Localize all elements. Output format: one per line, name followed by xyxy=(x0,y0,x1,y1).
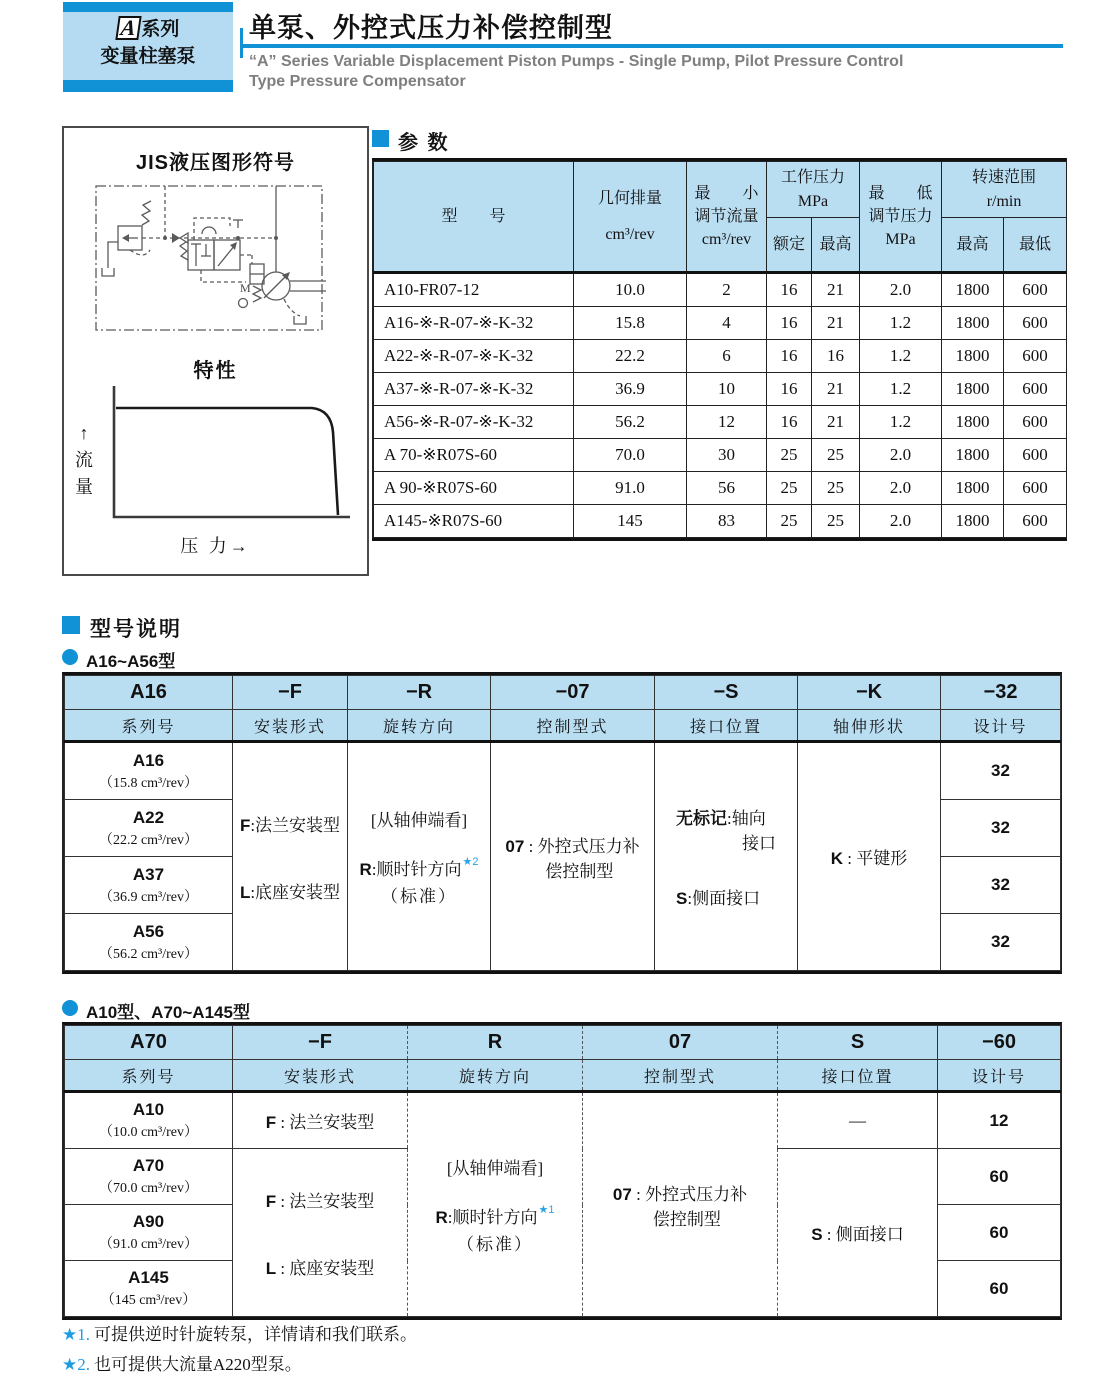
badge-top-bar xyxy=(63,2,233,12)
design-number-cell: 32 xyxy=(941,857,1061,914)
parameters-table xyxy=(372,158,1067,541)
col-header-min-adj-pressure: 最 低 调节压力 MPa xyxy=(860,162,942,273)
model-table-a10-a70-a145 xyxy=(62,1022,1062,1320)
characteristics-plot xyxy=(82,380,354,530)
group2-bullet-icon xyxy=(62,1000,78,1016)
footnote-2-star: ★2. xyxy=(62,1355,90,1374)
design-number-cell: 32 xyxy=(941,800,1061,857)
col-header-speed-min: 最低 xyxy=(1004,218,1067,273)
badge-bottom-bar xyxy=(63,80,233,92)
table-row xyxy=(65,1092,1061,1149)
group2-title: A10型、A70~A145型 xyxy=(86,1003,250,1022)
group1-bullet-icon xyxy=(62,649,78,665)
rotation-cell: [从轴伸端看] R:顺时针方向$^{★1}$ （标准） xyxy=(408,1092,583,1317)
series-cell: A70 （70.0 cm³/rev） xyxy=(65,1149,233,1205)
design-number-cell: 32 xyxy=(941,914,1061,971)
table-row: A22-※-R-07-※-K-32 22.2 6 16 16 1.2 1800 600 xyxy=(374,340,1067,373)
col-header-displacement: 几何排量 cm³/rev xyxy=(574,162,687,273)
badge-line2: 变量柱塞泵 xyxy=(100,46,196,67)
design-number-cell: 60 xyxy=(938,1261,1061,1317)
port-cell: — xyxy=(778,1092,938,1149)
group1-title: A16~A56型 xyxy=(86,652,176,671)
badge-line1: A 系列 xyxy=(63,16,233,43)
brand-a-logo-icon: A xyxy=(115,16,141,40)
mounting-cell: F : 法兰安装型 L : 底座安装型 xyxy=(233,1149,408,1317)
col-header-max: 最高 xyxy=(812,218,860,273)
pump-label-m: M xyxy=(240,281,251,295)
col-header-working-pressure: 工作压力 MPa xyxy=(767,162,860,218)
mounting-cell: F : 法兰安装型 xyxy=(233,1092,408,1149)
code-row: A16 −F −R −07 −S −K −32 xyxy=(65,676,1061,710)
label-row: 系列号 安装形式 旋转方向 控制型式 接口位置 轴伸形状 设计号 xyxy=(65,710,1061,742)
code-row: A70 −F R 07 S −60 xyxy=(65,1026,1061,1060)
model-section-title: 型号说明 xyxy=(90,618,182,641)
title-underline xyxy=(243,44,1063,48)
series-cell: A22 （22.2 cm³/rev） xyxy=(65,800,233,857)
model-section-bullet-icon xyxy=(62,616,80,634)
x-axis-label: 压 力→ xyxy=(180,536,251,556)
series-cell: A145 （145 cm³/rev） xyxy=(65,1261,233,1317)
badge-text xyxy=(63,16,233,70)
design-number-cell: 12 xyxy=(938,1092,1061,1149)
port-cell: 无标记:轴向 接口 S:侧面接口 xyxy=(655,742,798,971)
footnote-2: ★2. 也可提供大流量A220型泵。 xyxy=(62,1355,302,1374)
model-table-a16-a56 xyxy=(62,672,1062,974)
table-row xyxy=(65,742,1061,800)
footnote-1-star: ★1. xyxy=(62,1325,90,1344)
col-header-speed-max: 最高 xyxy=(942,218,1004,273)
design-number-cell: 32 xyxy=(941,742,1061,800)
footnote-ref-star1: ★1 xyxy=(538,1204,555,1216)
table-row: A16-※-R-07-※-K-32 15.8 4 16 21 1.2 1800 600 xyxy=(374,307,1067,340)
table-row: A10-FR07-12 10.0 2 16 21 2.0 1800 600 xyxy=(374,273,1067,307)
series-cell: A90 （91.0 cm³/rev） xyxy=(65,1205,233,1261)
series-cell: A10 （10.0 cm³/rev） xyxy=(65,1092,233,1149)
jis-panel-title: JIS液压图形符号 xyxy=(135,152,296,174)
col-header-rated: 额定 xyxy=(767,218,812,273)
table-row: A 70-※R07S-60 70.0 30 25 25 2.0 1800 600 xyxy=(374,439,1067,472)
params-section-title: 参 数 xyxy=(398,132,450,154)
table-row: A 90-※R07S-60 91.0 56 25 25 2.0 1800 600 xyxy=(374,472,1067,505)
col-header-speed-range: 转速范围 r/min xyxy=(942,162,1067,218)
series-cell: A16 （15.8 cm³/rev） xyxy=(65,742,233,800)
port-cell: S : 侧面接口 xyxy=(778,1149,938,1317)
characteristics-title: 特性 xyxy=(193,360,238,382)
table-row: A37-※-R-07-※-K-32 36.9 10 16 21 1.2 1800 600 xyxy=(374,373,1067,406)
jis-circuit-diagram-icon xyxy=(90,180,340,345)
title-underline-tick xyxy=(240,28,243,58)
series-cell: A56 （56.2 cm³/rev） xyxy=(65,914,233,971)
table-row: A145-※R07S-60 145 83 25 25 2.0 1800 600 xyxy=(374,505,1067,538)
col-header-model: 型 号 xyxy=(374,162,574,273)
design-number-cell: 60 xyxy=(938,1205,1061,1261)
pump-label-o-icon xyxy=(239,299,248,308)
page-title: 单泵、外控式压力补偿控制型 xyxy=(249,13,613,43)
series-cell: A37 （36.9 cm³/rev） xyxy=(65,857,233,914)
shaft-cell: K : 平键形 xyxy=(798,742,941,971)
jis-symbol-panel xyxy=(62,126,369,576)
label-row: 系列号 安装形式 旋转方向 控制型式 接口位置 设计号 xyxy=(65,1060,1061,1092)
col-header-min-flow: 最 小 调节流量 cm³/rev xyxy=(687,162,767,273)
table-row: A56-※-R-07-※-K-32 56.2 12 16 21 1.2 1800 600 xyxy=(374,406,1067,439)
control-cell: 07 : 外控式压力补 偿控制型 xyxy=(491,742,655,971)
footnote-1: ★1. 可提供逆时针旋转泵，详情请和我们联系。 xyxy=(62,1325,417,1344)
y-axis-label: ↑ 流 量 xyxy=(75,423,93,497)
rotation-cell: [从轴伸端看] R:顺时针方向$^{★2}$ （标准） xyxy=(348,742,491,971)
mounting-cell: F:法兰安装型 L:底座安装型 xyxy=(233,742,348,971)
page-subtitle-en xyxy=(249,52,1089,92)
subtitle-line2: Type Pressure Compensator xyxy=(249,73,466,90)
series-badge xyxy=(63,2,233,92)
control-cell: 07 : 外控式压力补 偿控制型 xyxy=(583,1092,778,1317)
subtitle-line1: “A” Series Variable Displacement Piston Pumps - Single Pump, Pilot Pressure Control xyxy=(249,53,904,70)
footnote-ref-star2: ★2 xyxy=(462,856,479,868)
params-section-bullet-icon xyxy=(372,130,389,147)
design-number-cell: 60 xyxy=(938,1149,1061,1205)
